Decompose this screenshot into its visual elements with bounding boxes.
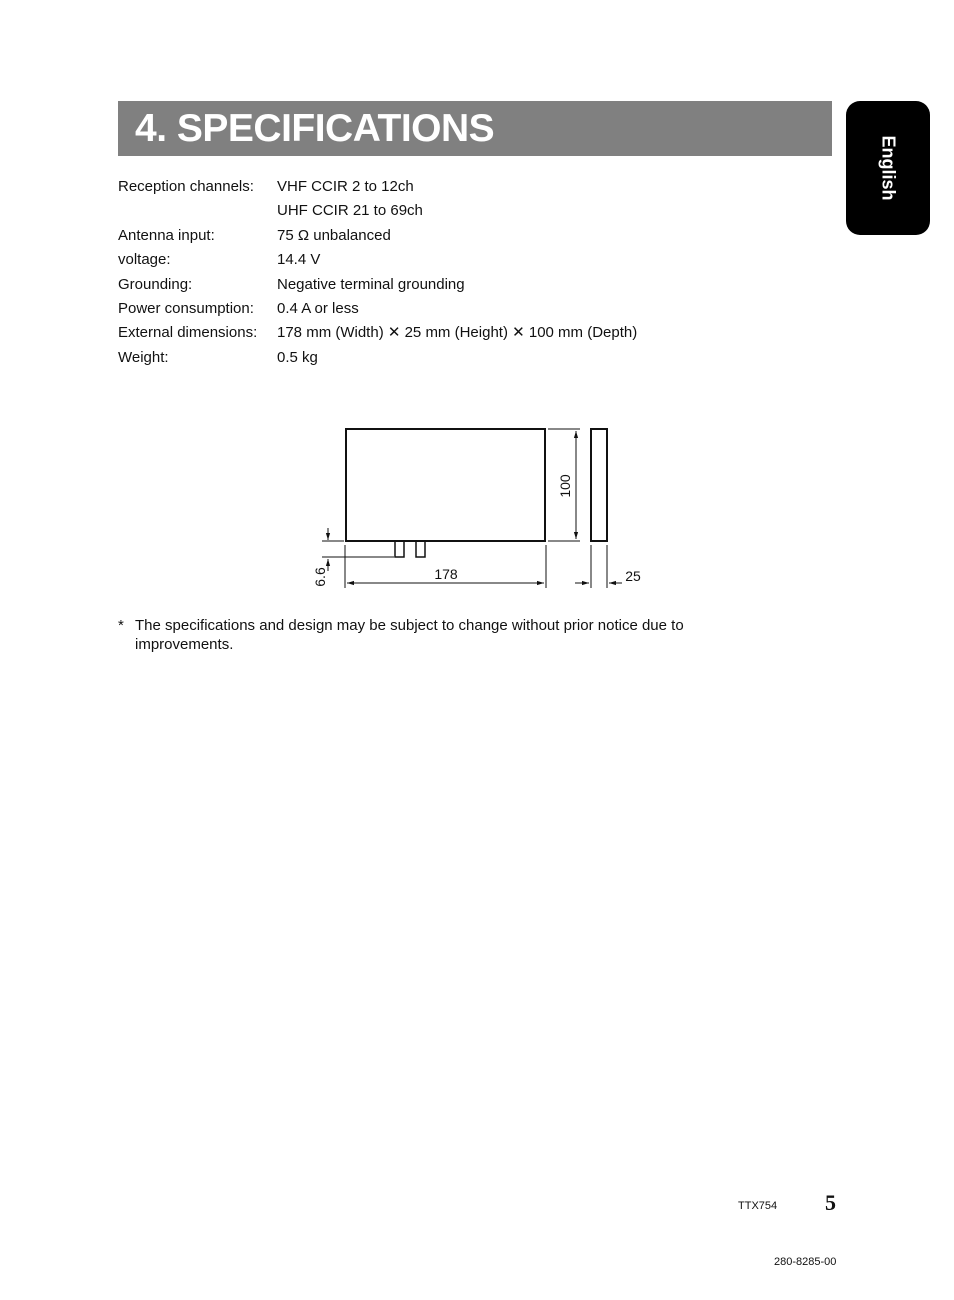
spec-label: voltage: (118, 251, 171, 269)
language-tab (846, 101, 930, 235)
spec-value: 75 Ω unbalanced (277, 226, 391, 244)
model-number: TTX754 (738, 1200, 778, 1212)
height-label: 25 (625, 568, 641, 584)
spec-value: 178 mm (Width) ✕ 25 mm (Height) ✕ 100 mm (Depth) (277, 324, 638, 342)
spec-value: UHF CCIR 21 to 69ch (277, 202, 423, 220)
language-tab-label: English (878, 135, 899, 201)
spec-value: VHF CCIR 2 to 12ch (277, 178, 414, 195)
unit-side-view (591, 429, 607, 541)
spec-value: 0.4 A or less (277, 299, 359, 317)
spec-label: Power consumption: (118, 299, 254, 317)
spec-label: Grounding: (118, 275, 193, 293)
document-code: 280-8285-00 (774, 1256, 837, 1268)
spec-label: External dimensions: (118, 324, 258, 342)
section-title: 4. SPECIFICATIONS (135, 107, 495, 150)
spec-value: 14.4 V (277, 251, 321, 269)
connector-label: 6.6 (312, 567, 328, 587)
spec-label: Weight: (118, 348, 169, 366)
note-marker: * (118, 617, 124, 634)
spec-label: Reception channels: (118, 178, 254, 195)
page-number: 5 (825, 1190, 836, 1215)
width-label: 178 (434, 566, 458, 582)
antenna-connector-2 (416, 541, 425, 557)
section-title-bar (118, 101, 832, 156)
spec-value: 0.5 kg (277, 348, 318, 366)
antenna-connector-1 (395, 541, 404, 557)
spec-label: Antenna input: (118, 226, 215, 244)
note-text: The specifications and design may be subject to change without prior notice due to improvements. (135, 617, 684, 653)
spec-value: Negative terminal grounding (277, 275, 465, 293)
depth-label: 100 (557, 474, 573, 498)
specifications-note (118, 616, 758, 654)
unit-top-view (346, 429, 545, 541)
dimension-diagram (300, 415, 660, 595)
